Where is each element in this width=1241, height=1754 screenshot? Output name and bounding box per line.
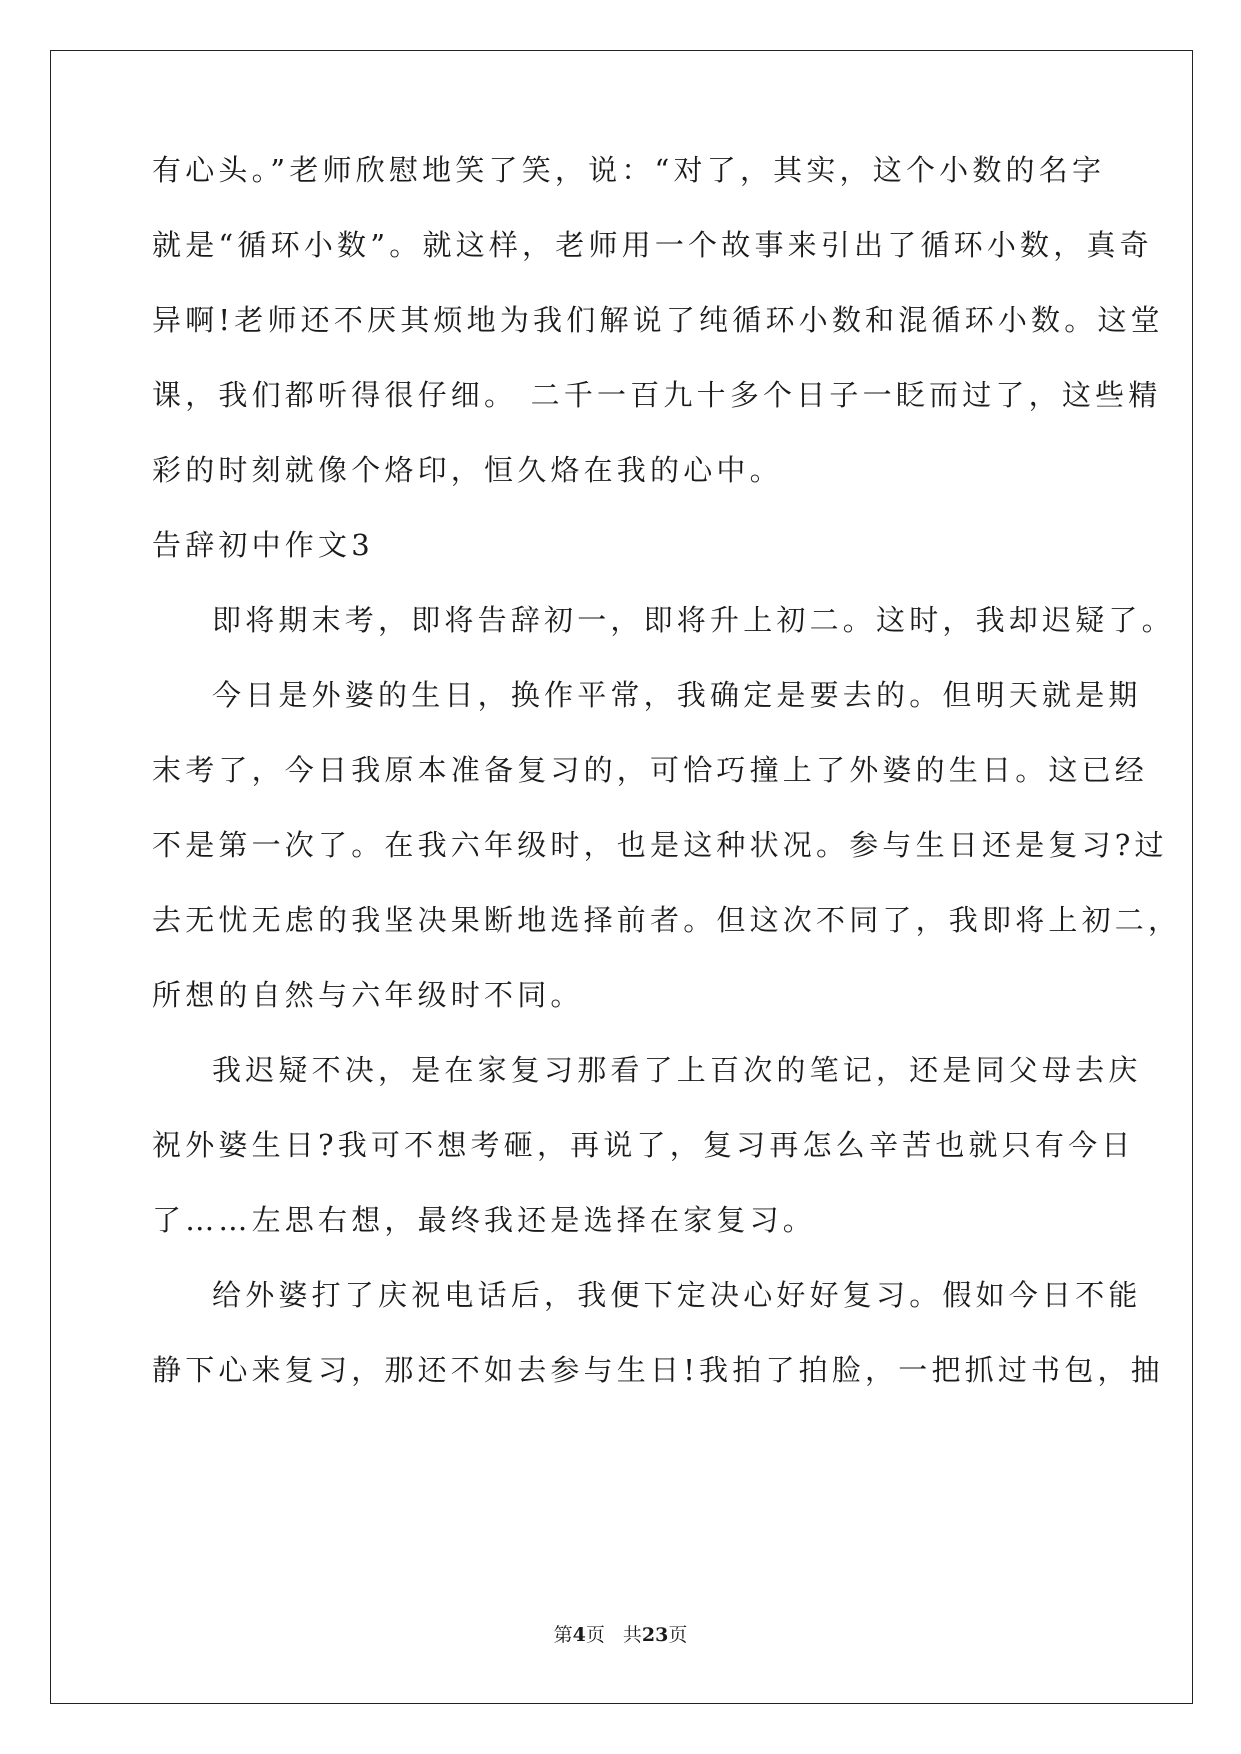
page-suffix: 页 xyxy=(585,1624,605,1646)
paragraph-first-line: 今日是外婆的生日，换作平常，我确定是要去的。但明天就是期 xyxy=(212,678,1142,712)
text-line: 彩的时刻就像个烙印，恒久烙在我的心中。 xyxy=(152,453,783,487)
page-prefix: 第 xyxy=(553,1624,573,1646)
paragraph-first-line: 我迟疑不决，是在家复习那看了上百次的笔记，还是同父母去庆 xyxy=(212,1053,1142,1087)
section-heading: 告辞初中作文3 xyxy=(152,528,374,562)
text-line: 课，我们都听得很仔细。 二千一百九十多个日子一眨而过了，这些精 xyxy=(152,378,1162,412)
paragraph-first-line: 即将期末考，即将告辞初一，即将升上初二。这时，我却迟疑了。 xyxy=(212,603,1175,637)
text-line: 静下心来复习，那还不如去参与生日!我拍了拍脸，一把抓过书包，抽 xyxy=(152,1353,1164,1387)
total-suffix: 页 xyxy=(668,1624,688,1646)
text-line: 有心头。”老师欣慰地笑了笑，说：“对了，其实，这个小数的名字 xyxy=(152,153,1106,187)
total-prefix: 共 xyxy=(622,1624,642,1646)
text-line: 祝外婆生日?我可不想考砸，再说了，复习再怎么辛苦也就只有今日 xyxy=(152,1128,1135,1162)
text-line: 末考了，今日我原本准备复习的，可恰巧撞上了外婆的生日。这已经 xyxy=(152,753,1149,787)
text-line: 异啊!老师还不厌其烦地为我们解说了纯循环小数和混循环小数。这堂 xyxy=(152,303,1164,337)
page-border xyxy=(50,50,1193,1704)
text-line: 就是“循环小数”。就这样，老师用一个故事来引出了循环小数，真奇 xyxy=(152,228,1153,262)
text-line: 所想的自然与六年级时不同。 xyxy=(152,978,584,1012)
paragraph-first-line: 给外婆打了庆祝电话后，我便下定决心好好复习。假如今日不能 xyxy=(212,1278,1142,1312)
text-line: 去无忧无虑的我坚决果断地选择前者。但这次不同了，我即将上初二， xyxy=(152,903,1182,937)
page-footer xyxy=(0,1623,1241,1647)
total-pages: 23 xyxy=(641,1624,669,1646)
text-line: 不是第一次了。在我六年级时，也是这种状况。参与生日还是复习?过 xyxy=(152,828,1168,862)
text-line: 了……左思右想，最终我还是选择在家复习。 xyxy=(152,1203,817,1237)
page-number: 4 xyxy=(572,1624,586,1646)
